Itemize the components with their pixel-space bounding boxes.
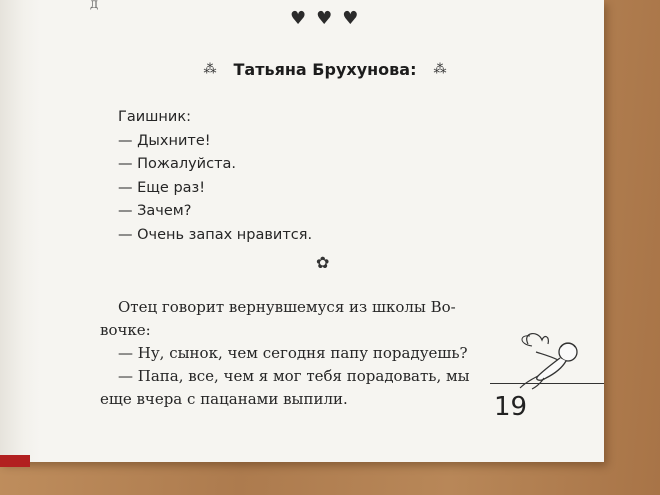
author-name: Татьяна Брухунова: (233, 59, 417, 79)
page-number-rule (490, 383, 604, 384)
joke-line: — Очень запах нравится. (118, 226, 313, 243)
red-book-corner (0, 455, 30, 467)
joke-line: Гаишник: (118, 109, 191, 125)
joke-traffic-police (118, 106, 312, 247)
page-curve-shadow (0, 0, 40, 462)
cupid-icon (498, 330, 604, 390)
author-heading (195, 58, 455, 80)
joke-line: — Ну, сынок, чем сегодня папу порадуешь? (118, 344, 468, 362)
joke-line: еще вчера с пацанами выпили. (100, 390, 348, 408)
joke-line: — Еще раз! (118, 179, 206, 196)
joke-father-son (100, 296, 480, 411)
top-corner-mark: Д (90, 0, 99, 11)
flower-divider-icon: ✿ (316, 253, 330, 272)
joke-line: Отец говорит вернувшемуся из школы Во- (118, 298, 456, 316)
joke-line: — Зачем? (118, 203, 192, 219)
joke-line: вочке: (100, 321, 151, 339)
joke-line: — Дыхните! (118, 132, 211, 149)
joke-line: — Пожалуйста. (118, 156, 237, 172)
flourish-left-icon: ⁂ (203, 61, 217, 77)
hearts-ornament: ♥♥♥ (290, 8, 369, 29)
page-number: 19 (494, 392, 528, 422)
joke-line: — Папа, все, чем я мог тебя порадовать, мы (118, 367, 470, 385)
flourish-right-icon: ⁂ (433, 61, 447, 77)
